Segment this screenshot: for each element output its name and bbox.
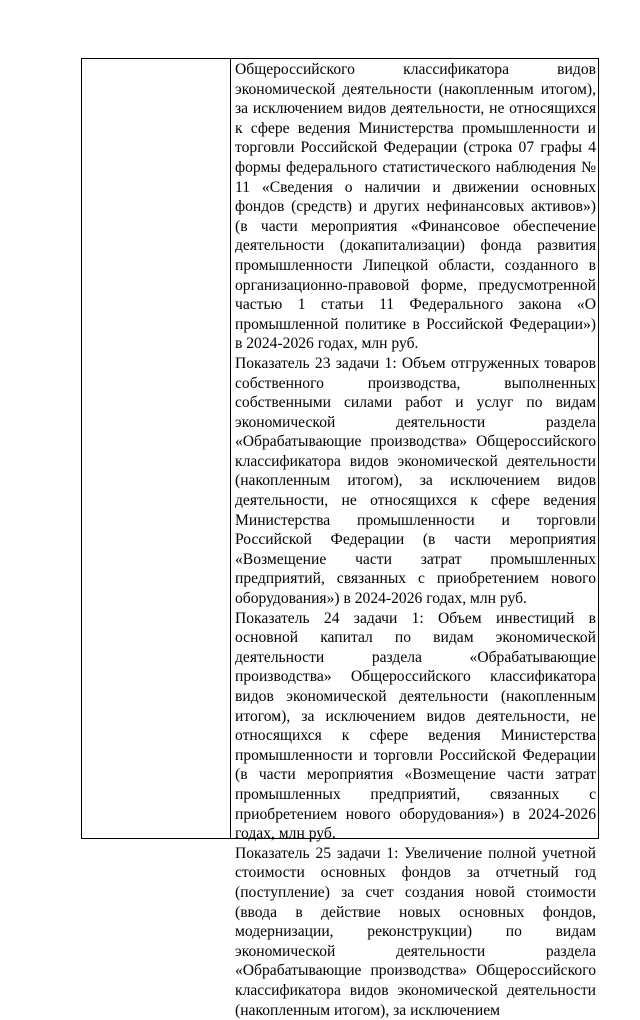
document-table bbox=[81, 58, 599, 1019]
paragraph-indicator-24: Показатель 24 задачи 1: Объем инвестиций в основной капитал по видам экономической деятельности раздела «Обрабатывающие производства» Общероссийского классификатора видов экономической деятельности (накопленным итогом), за исключением видов деятельности, не относящихся к сфере ведения Министерства промышленности и торговли Российской Федерации (в части мероприятия «Возмещение части затрат промышленных предприятий, связанных с приобретением нового оборудования») в 2024-2026 годах, млн руб. bbox=[235, 609, 596, 843]
paragraph-indicator-25: Показатель 25 задачи 1: Увеличение полной учетной стоимости основных фондов за отчетный год (поступление) за счет создания новой стоимости (ввода в действие новых основных фондов, модернизации, реконструкции) по видам экономической деятельности раздела «Обрабатывающие производства» Общероссийского классификатора видов экономической деятельности (накопленным итогом), за исключением bbox=[235, 844, 596, 1019]
paragraph-continuation: Общероссийского классификатора видов экономической деятельности (накопленным итогом), за исключением видов деятельности, не относящихся к сфере ведения Министерства промышленности и торговли Российской Федерации (строка 07 графы 4 формы федерального статистического наблюдения № 11 «Сведения о наличии и движении основных фондов (средств) и других нефинансовых активов») (в части мероприятия «Финансовое обеспечение деятельности (докапитализации) фонда развития промышленности Липецкой области, созданного в организационно-правовой форме, предусмотренной частью 1 статьи 11 Федерального закона «О промышленной политике в Российской Федерации») в 2024-2026 годах, млн руб. bbox=[235, 61, 596, 353]
table-left-cell bbox=[82, 59, 231, 838]
table-right-cell bbox=[231, 59, 598, 1019]
paragraph-indicator-23: Показатель 23 задачи 1: Объем отгруженных товаров собственного производства, выполненных собственными силами работ и услуг по видам экономической деятельности раздела «Обрабатывающие производства» Общероссийского классификатора видов экономической деятельности (накопленным итогом), за исключением видов деятельности, не относящихся к сфере ведения Министерства промышленности и торговли Российской Федерации (в части мероприятия «Возмещение части затрат промышленных предприятий, связанных с приобретением нового оборудования») в 2024-2026 годах, млн руб. bbox=[235, 354, 596, 608]
